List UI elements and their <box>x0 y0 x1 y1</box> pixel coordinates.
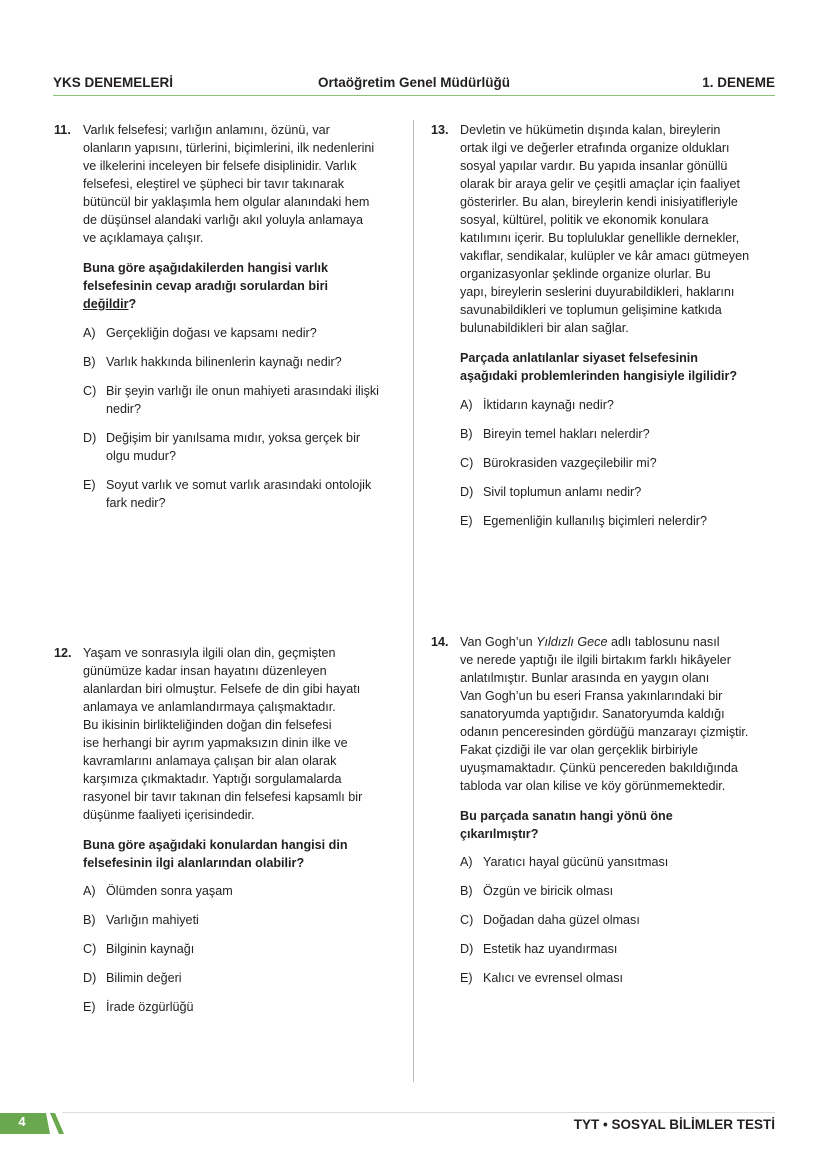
answer-option-d[interactable] <box>83 429 414 465</box>
option-letter: D) <box>83 431 97 445</box>
passage <box>83 121 414 247</box>
header-exam-number: 1. DENEME <box>702 75 775 90</box>
passage-line: kavramlarını anlamaya çalışan bir alan olarak <box>83 754 337 768</box>
option-letter: D) <box>460 485 474 499</box>
header-series: YKS DENEMELERİ <box>53 75 174 90</box>
option-text: Bürokrasiden vazgeçilebilir mi? <box>483 456 657 470</box>
question-body <box>83 644 414 1016</box>
option-text: nedir? <box>106 402 142 416</box>
option-letter: C) <box>460 913 474 927</box>
answer-option-c[interactable] <box>460 454 791 472</box>
answer-option-e[interactable] <box>460 969 791 987</box>
passage-line: ve açıklamaya çalışır. <box>83 231 204 245</box>
passage-line: alanlardan biri olmuştur. Felsefe de din gibi hayatı <box>83 682 361 696</box>
answer-option-e[interactable] <box>83 998 414 1016</box>
stem-end: ? <box>128 297 137 311</box>
question-stem <box>460 807 791 843</box>
passage-line: sosyal, kültürel, politik ve ekonomik konulara <box>460 213 709 227</box>
stem-line: Buna göre aşağıdaki konulardan hangisi din <box>83 838 348 852</box>
passage-line: olanların yapısını, türlerini, biçimlerini, ilk nedenlerini <box>83 141 375 155</box>
option-letter: B) <box>83 355 96 369</box>
passage-line: düşünme faaliyeti içerisindedir. <box>83 808 255 822</box>
option-text: Bilginin kaynağı <box>106 942 195 956</box>
answer-option-c[interactable] <box>83 940 414 958</box>
option-letter: E) <box>83 478 96 492</box>
option-letter: C) <box>460 456 474 470</box>
option-letter: A) <box>83 884 96 898</box>
passage-line: Yaşam ve sonrasıyla ilgili olan din, geçmişten <box>83 646 336 660</box>
passage-line <box>460 633 791 651</box>
option-letter: C) <box>83 384 97 398</box>
passage <box>460 633 791 795</box>
answer-option-e[interactable] <box>83 476 414 512</box>
passage-line: ve ilkelerini inceleyen bir felsefe disiplinidir. Varlık <box>83 159 357 173</box>
passage <box>83 644 414 824</box>
passage-line: karşımıza çıkmaktadır. Yaptığı sorgulamalarda <box>83 772 342 786</box>
passage-line: vakıflar, sendikalar, kulüpler ve kâr amacı gütmeyen <box>460 249 750 263</box>
answer-option-a[interactable] <box>83 882 414 900</box>
option-text: Varlık hakkında bilinenlerin kaynağı nedir? <box>106 355 342 369</box>
option-text: Değişim bir yanılsama mıdır, yoksa gerçek bir <box>106 431 361 445</box>
passage-line: ortak ilgi ve değerler etrafında organize oldukları <box>460 141 730 155</box>
passage-line: rasyonel bir tavır takınan din felsefesi kapsamlı bir <box>83 790 363 804</box>
answer-option-d[interactable] <box>83 969 414 987</box>
option-text: Egemenliğin kullanılış biçimleri nelerdir? <box>483 514 707 528</box>
question-stem <box>83 259 414 313</box>
passage-line: uyuşmamaktadır. Çünkü pencereden bakıldığında <box>460 761 738 775</box>
option-letter: D) <box>460 942 474 956</box>
question-number: 13. <box>431 123 449 137</box>
option-letter: E) <box>460 971 473 985</box>
page-number: 4 <box>18 1114 26 1129</box>
passage-line: organizasyonlar şeklinde organize olurlar. Bu <box>460 267 711 281</box>
stem-line: aşağıdaki problemlerinden hangisiyle ilgilidir? <box>460 369 738 383</box>
footer-test-title: TYT • SOSYAL BİLİMLER TESTİ <box>573 1117 775 1132</box>
passage-segment: adlı tablosunu nasıl <box>607 635 720 649</box>
answer-option-b[interactable] <box>83 911 414 929</box>
passage-segment: Van Gogh’un <box>460 635 537 649</box>
question-stem <box>83 836 414 872</box>
stem-line: çıkarılmıştır? <box>460 827 539 841</box>
option-text: İktidarın kaynağı nedir? <box>483 398 614 412</box>
question-number: 14. <box>431 635 449 649</box>
option-text: fark nedir? <box>106 496 166 510</box>
passage-line: olarak bir araya gelir ve çeşitli amaçlar için faaliyet <box>460 177 740 191</box>
option-letter: B) <box>460 884 473 898</box>
passage-line: Devletin ve hükümetin dışında kalan, bireylerin <box>460 123 721 137</box>
option-text: Ölümden sonra yaşam <box>106 884 233 898</box>
option-letter: A) <box>460 855 473 869</box>
passage-line: sosyal yapılar vardır. Bu yapıda insanlar gönüllü <box>460 159 728 173</box>
answer-option-c[interactable] <box>460 911 791 929</box>
passage <box>460 121 791 337</box>
stem-line: Bu parçada sanatın hangi yönü öne <box>460 809 673 823</box>
stem-line: felsefesinin ilgi alanlarından olabilir? <box>83 856 305 870</box>
option-text: Kalıcı ve evrensel olması <box>483 971 623 985</box>
stem-line: Buna göre aşağıdakilerden hangisi varlık <box>83 261 328 275</box>
answer-option-e[interactable] <box>460 512 791 530</box>
passage-line: anlamaya ve anlamlandırmaya çalışmaktadır. <box>83 700 336 714</box>
answer-option-c[interactable] <box>83 382 414 418</box>
option-text: Sivil toplumun anlamı nedir? <box>483 485 642 499</box>
passage-line: bütüncül bir yaklaşımla hem olgular alanındaki hem <box>83 195 370 209</box>
answer-option-a[interactable] <box>83 324 414 342</box>
passage-line: ise herhangi bir ayrım yapmaksızın dinin ilke ve <box>83 736 348 750</box>
passage-line: Fakat çizdiği ile var olan gerçeklik birbiriyle <box>460 743 698 757</box>
option-text: Gerçekliğin doğası ve kapsamı nedir? <box>106 326 317 340</box>
answer-option-d[interactable] <box>460 940 791 958</box>
stem-line <box>83 295 414 313</box>
passage-line: gösterirler. Bu alan, bireylerin kendi inisiyatifleriyle <box>460 195 738 209</box>
option-letter: C) <box>83 942 97 956</box>
passage-line: ve nerede yaptığı ile ilgili birtakım farklı hikâyeler <box>460 653 731 667</box>
question-number: 12. <box>54 646 72 660</box>
question-11 <box>54 121 414 512</box>
passage-line: bulunabildikleri bir alan sağlar. <box>460 321 629 335</box>
option-letter: A) <box>83 326 96 340</box>
option-text: Bireyin temel hakları nelerdir? <box>483 427 650 441</box>
header-divider <box>53 95 775 96</box>
answer-option-b[interactable] <box>460 882 791 900</box>
passage-line: anlatılmıştır. Bunlar arasında en yaygın olanı <box>460 671 710 685</box>
question-stem <box>460 349 791 385</box>
option-letter: E) <box>460 514 473 528</box>
question-body <box>460 633 791 987</box>
option-letter: A) <box>460 398 473 412</box>
question-body <box>460 121 791 530</box>
header-publisher: Ortaöğretim Genel Müdürlüğü <box>317 75 510 90</box>
option-text: Estetik haz uyandırması <box>483 942 618 956</box>
passage-line: günümüze kadar insan hayatını düzenleyen <box>83 664 327 678</box>
option-text: Özgün ve biricik olması <box>483 884 614 898</box>
passage-line: odanın penceresinden gördüğü manzarayı çizmiştir. <box>460 725 749 739</box>
option-text: İrade özgürlüğü <box>106 1000 194 1014</box>
question-body <box>83 121 414 512</box>
option-text: Varlığın mahiyeti <box>106 913 199 927</box>
answer-option-d[interactable] <box>460 483 791 501</box>
passage-line: de düşünsel alandaki varlığı akıl yoluyla anlamaya <box>83 213 364 227</box>
option-letter: E) <box>83 1000 96 1014</box>
question-number: 11. <box>54 123 71 137</box>
footer-divider <box>62 1112 775 1113</box>
option-letter: D) <box>83 971 97 985</box>
passage-line: katılımını içerir. Bu topluluklar genellikle dernekler, <box>460 231 740 245</box>
answer-option-a[interactable] <box>460 853 791 871</box>
question-12 <box>54 644 414 1016</box>
passage-line: Van Gogh’un bu eseri Fransa yakınlarındaki bir <box>460 689 723 703</box>
option-letter: B) <box>83 913 96 927</box>
option-text: Yaratıcı hayal gücünü yansıtması <box>483 855 669 869</box>
answer-option-b[interactable] <box>83 353 414 371</box>
answer-option-a[interactable] <box>460 396 791 414</box>
passage-line: Varlık felsefesi; varlığın anlamını, özünü, var <box>83 123 330 137</box>
question-13 <box>431 121 791 530</box>
answer-option-b[interactable] <box>460 425 791 443</box>
stem-emphasis: değildir <box>83 297 129 311</box>
passage-line: sanatoryumda yaptığıdır. Sanatoryumda kaldığı <box>460 707 725 721</box>
passage-line: savunabildikleri ve toplumun gelişimine katkıda <box>460 303 722 317</box>
option-text: Bir şeyin varlığı ile onun mahiyeti arasındaki ilişki <box>106 384 379 398</box>
passage-segment: Yıldızlı Gece <box>536 635 608 649</box>
passage-line: yapı, bireylerin seslerini duyurabildikleri, haklarını <box>460 285 735 299</box>
passage-line: felsefesi, eleştirel ve şüpheci bir tavır takınarak <box>83 177 345 191</box>
option-text: Bilimin değeri <box>106 971 182 985</box>
passage-line: tabloda var olan kilise ve köy görünmemektedir. <box>460 779 726 793</box>
option-text: Doğadan daha güzel olması <box>483 913 640 927</box>
question-14 <box>431 633 791 987</box>
option-text: olgu mudur? <box>106 449 177 463</box>
option-text: Soyut varlık ve somut varlık arasındaki ontolojik <box>106 478 372 492</box>
stem-line: felsefesinin cevap aradığı sorulardan biri <box>83 279 328 293</box>
passage-line: Bu ikisinin birlikteliğinden doğan din felsefesi <box>83 718 332 732</box>
option-letter: B) <box>460 427 473 441</box>
stem-line: Parçada anlatılanlar siyaset felsefesinin <box>460 351 699 365</box>
